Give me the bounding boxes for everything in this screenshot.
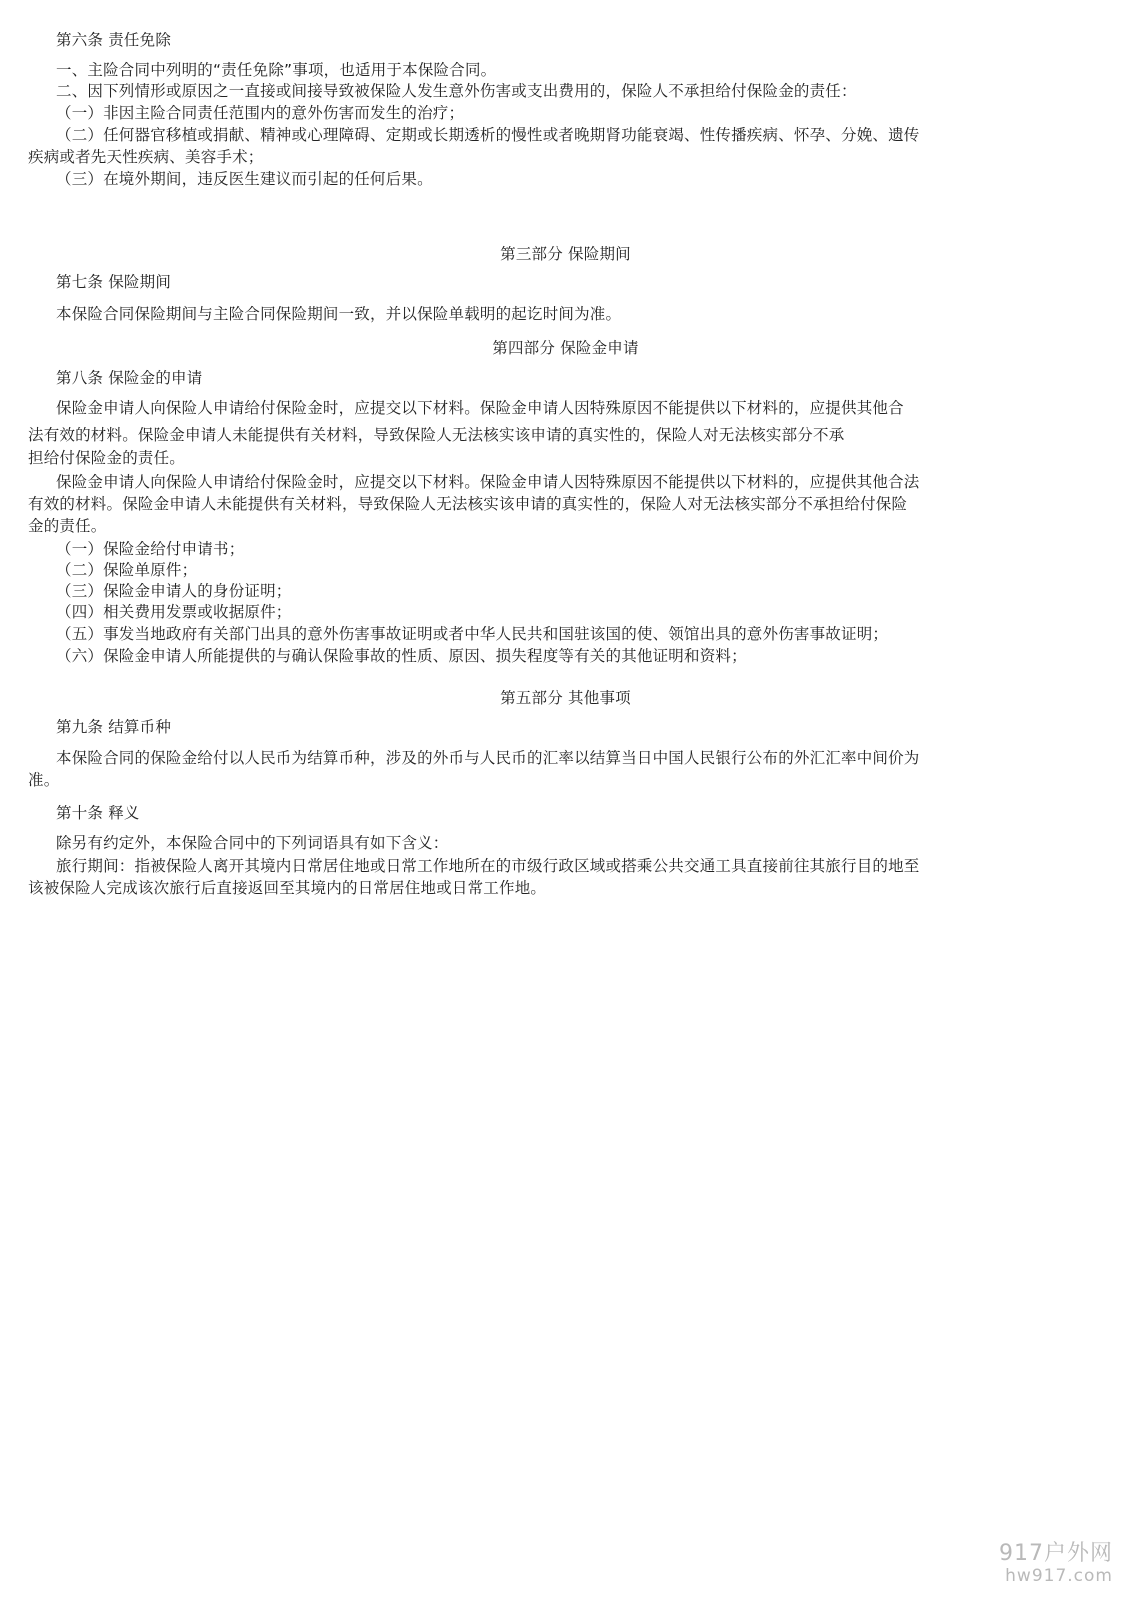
paragraph-line: 金的责任。	[28, 517, 107, 535]
list-item-continuation: 疾病或者先天性疾病、美容手术；	[28, 148, 264, 166]
article-10-heading: 第十条 释义	[56, 804, 140, 822]
list-item: （三）保险金申请人的身份证明；	[56, 582, 292, 600]
paragraph-line: 旅行期间：指被保险人离开其境内日常居住地或日常工作地所在的市级行政区域或搭乘公共交通工具直接前往其旅行目的地至	[56, 857, 920, 875]
list-item: （六）保险金申请人所能提供的与确认保险事故的性质、原因、损失程度等有关的其他证明和资料；	[56, 647, 747, 665]
list-item: （二）保险单原件；	[56, 561, 198, 579]
part-3-heading: 第三部分 保险期间	[500, 245, 631, 263]
paragraph-line: 担给付保险金的责任。	[28, 449, 186, 467]
list-item: （五）事发当地政府有关部门出具的意外伤害事故证明或者中华人民共和国驻该国的使、领馆出具的意外伤害事故证明；	[56, 625, 889, 643]
paragraph-line: 除另有约定外，本保险合同中的下列词语具有如下含义：	[56, 834, 449, 852]
paragraph-line: 二、因下列情形或原因之一直接或间接导致被保险人发生意外伤害或支出费用的，保险人不承担给付保险金的责任：	[56, 82, 857, 100]
paragraph-line: 保险金申请人向保险人申请给付保险金时，应提交以下材料。保险金申请人因特殊原因不能提供以下材料的，应提供其他合	[56, 399, 904, 417]
list-item: （一）保险金给付申请书；	[56, 540, 245, 558]
paragraph-line: 法有效的材料。保险金申请人未能提供有关材料，导致保险人无法核实该申请的真实性的，保险人对无法核实部分不承	[28, 426, 845, 444]
article-8-heading: 第八条 保险金的申请	[56, 369, 203, 387]
paragraph-line: 该被保险人完成该次旅行后直接返回至其境内的日常居住地或日常工作地。	[28, 879, 547, 897]
article-9-heading: 第九条 结算币种	[56, 718, 172, 736]
paragraph-line: 保险金申请人向保险人申请给付保险金时，应提交以下材料。保险金申请人因特殊原因不能提供以下材料的，应提供其他合法	[56, 473, 920, 491]
article-7-heading: 第七条 保险期间	[56, 273, 172, 291]
paragraph-line: 一、主险合同中列明的“责任免除”事项，也适用于本保险合同。	[56, 61, 497, 79]
watermark-url: hw917.com	[1005, 1566, 1113, 1586]
article-6-heading: 第六条 责任免除	[56, 31, 172, 49]
part-4-heading: 第四部分 保险金申请	[492, 339, 639, 357]
list-item: （三）在境外期间，违反医生建议而引起的任何后果。	[56, 170, 433, 188]
list-item: （四）相关费用发票或收据原件；	[56, 603, 292, 621]
paragraph-line: 本保险合同的保险金给付以人民币为结算币种，涉及的外币与人民币的汇率以结算当日中国人民银行公布的外汇汇率中间价为	[56, 749, 920, 767]
list-item: （一）非因主险合同责任范围内的意外伤害而发生的治疗；	[56, 104, 465, 122]
paragraph-line: 本保险合同保险期间与主险合同保险期间一致，并以保险单载明的起讫时间为准。	[56, 305, 622, 323]
watermark-title: 917户外网	[999, 1541, 1113, 1566]
part-5-heading: 第五部分 其他事项	[500, 689, 631, 707]
paragraph-line: 有效的材料。保险金申请人未能提供有关材料，导致保险人无法核实该申请的真实性的，保险人对无法核实部分不承担给付保险	[28, 495, 908, 513]
list-item: （二）任何器官移植或捐献、精神或心理障碍、定期或长期透析的慢性或者晚期肾功能衰竭、性传播疾病、怀孕、分娩、遗传	[56, 126, 920, 144]
paragraph-line: 准。	[28, 771, 60, 789]
site-watermark	[999, 1542, 1113, 1586]
